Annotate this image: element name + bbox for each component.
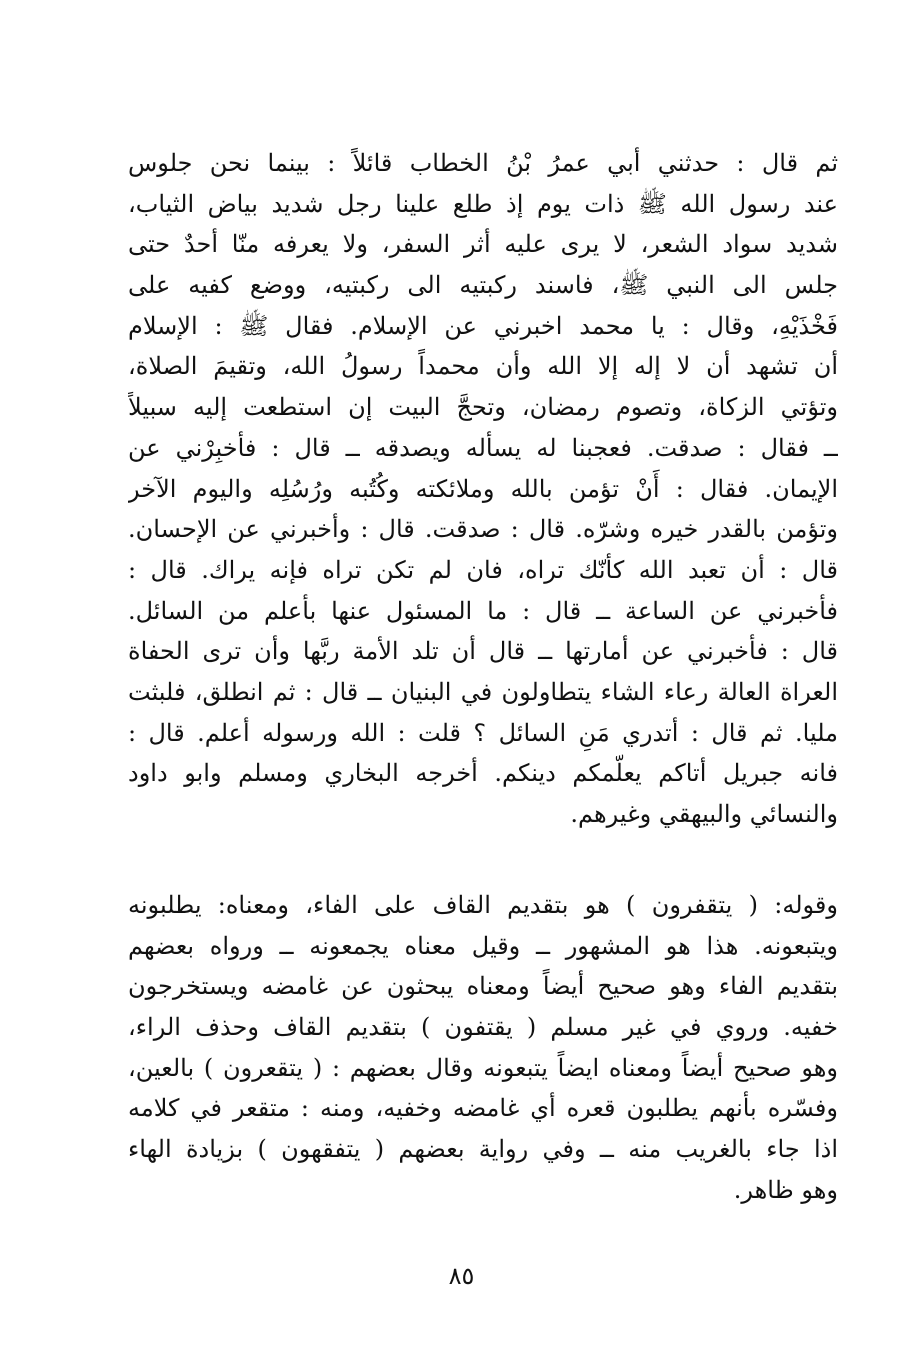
commentary-paragraph <box>128 885 838 1211</box>
text-line: وفسّره بأنهم يطلبون قعره أي غامضه وخفيه، ومنه : متقعر في كلامه <box>128 1094 838 1123</box>
text-line: قال : أن تعبد الله كأنّك تراه، فان لم تكن تراه فإنه يراك. قال : <box>128 555 838 584</box>
text-line: فأخبرني عن الساعة ــ قال : ما المسئول عنها بأعلم من السائل. <box>128 596 838 625</box>
text-line: عند رسول الله ﷺ ذات يوم إذ طلع علينا رجل شديد بياض الثياب، <box>128 189 838 218</box>
text-line: ثم قال : حدثني أبي عمرُ بْنُ الخطاب قائلاً : بينما نحن جلوس <box>128 149 838 177</box>
text-line: ــ فقال : صدقت. فعجبنا له يسأله ويصدقه ــ قال : فأخبِرْني عن <box>128 433 838 462</box>
page-number: ٨٥ <box>448 1262 475 1290</box>
text-line: قال : فأخبرني عن أمارتها ــ قال أن تلد الأمة ربَّها وأن ترى الحفاة <box>128 637 838 666</box>
text-line: وهو صحيح أيضاً ومعناه ايضاً يتبعونه وقال بعضهم : ( يتقعرون ) بالعين، <box>128 1053 838 1082</box>
text-line: اذا جاء بالغريب منه ــ وفي رواية بعضهم ( يتفقهون ) بزيادة الهاء <box>128 1135 838 1164</box>
text-line: والنسائي والبيهقي وغيرهم. <box>570 800 838 828</box>
text-line: الإيمان. فقال : أَنْ تؤمن بالله وملائكته وكُتُبه ورُسُلِه واليوم الآخر <box>128 474 838 503</box>
text-line: وقوله: ( يتقفرون ) هو بتقديم القاف على الفاء، ومعناه: يطلبونه <box>128 891 838 919</box>
text-line: شديد سواد الشعر، لا يرى عليه أثر السفر، ولا يعرفه منّا أحدٌ حتى <box>128 230 838 259</box>
text-line: ويتبعونه. هذا هو المشهور ــ وقيل معناه يجمعونه ــ ورواه بعضهم <box>128 931 838 960</box>
text-line: وتؤتي الزكاة، وتصوم رمضان، وتحجَّ البيت إن استطعت إليه سبيلاً <box>128 393 838 422</box>
text-line: خفيه. وروي في غير مسلم ( يقتفون ) بتقديم القاف وحذف الراء، <box>128 1013 838 1042</box>
text-line: العراة العالة رعاء الشاء يتطاولون في البنيان ــ قال : ثم انطلق، فلبثت <box>128 677 838 706</box>
text-line: مليا. ثم قال : أتدري مَنِ السائل ؟ قلت : الله ورسوله أعلم. قال : <box>128 718 838 747</box>
text-line: فَخْذَيْهِ، وقال : يا محمد اخبرني عن الإسلام. فقال ﷺ : الإسلام <box>128 311 838 340</box>
text-line: فانه جبريل أتاكم يعلّمكم دينكم. أخرجه البخاري ومسلم وابو داود <box>128 759 838 788</box>
text-line: بتقديم الفاء وهو صحيح أيضاً ومعناه يبحثون عن غامضه ويستخرجون <box>128 972 838 1001</box>
text-line: أن تشهد أن لا إله إلا الله وأن محمداً رسولُ الله، وتقيمَ الصلاة، <box>128 352 838 381</box>
text-line: وتؤمن بالقدر خيره وشرّه. قال : صدقت. قال : وأخبرني عن الإحسان. <box>128 515 838 544</box>
hadith-paragraph <box>128 143 838 835</box>
text-line: جلس الى النبي ﷺ، فاسند ركبتيه الى ركبتيه، ووضع كفيه على <box>128 271 838 300</box>
text-line: وهو ظاهر. <box>733 1175 838 1204</box>
